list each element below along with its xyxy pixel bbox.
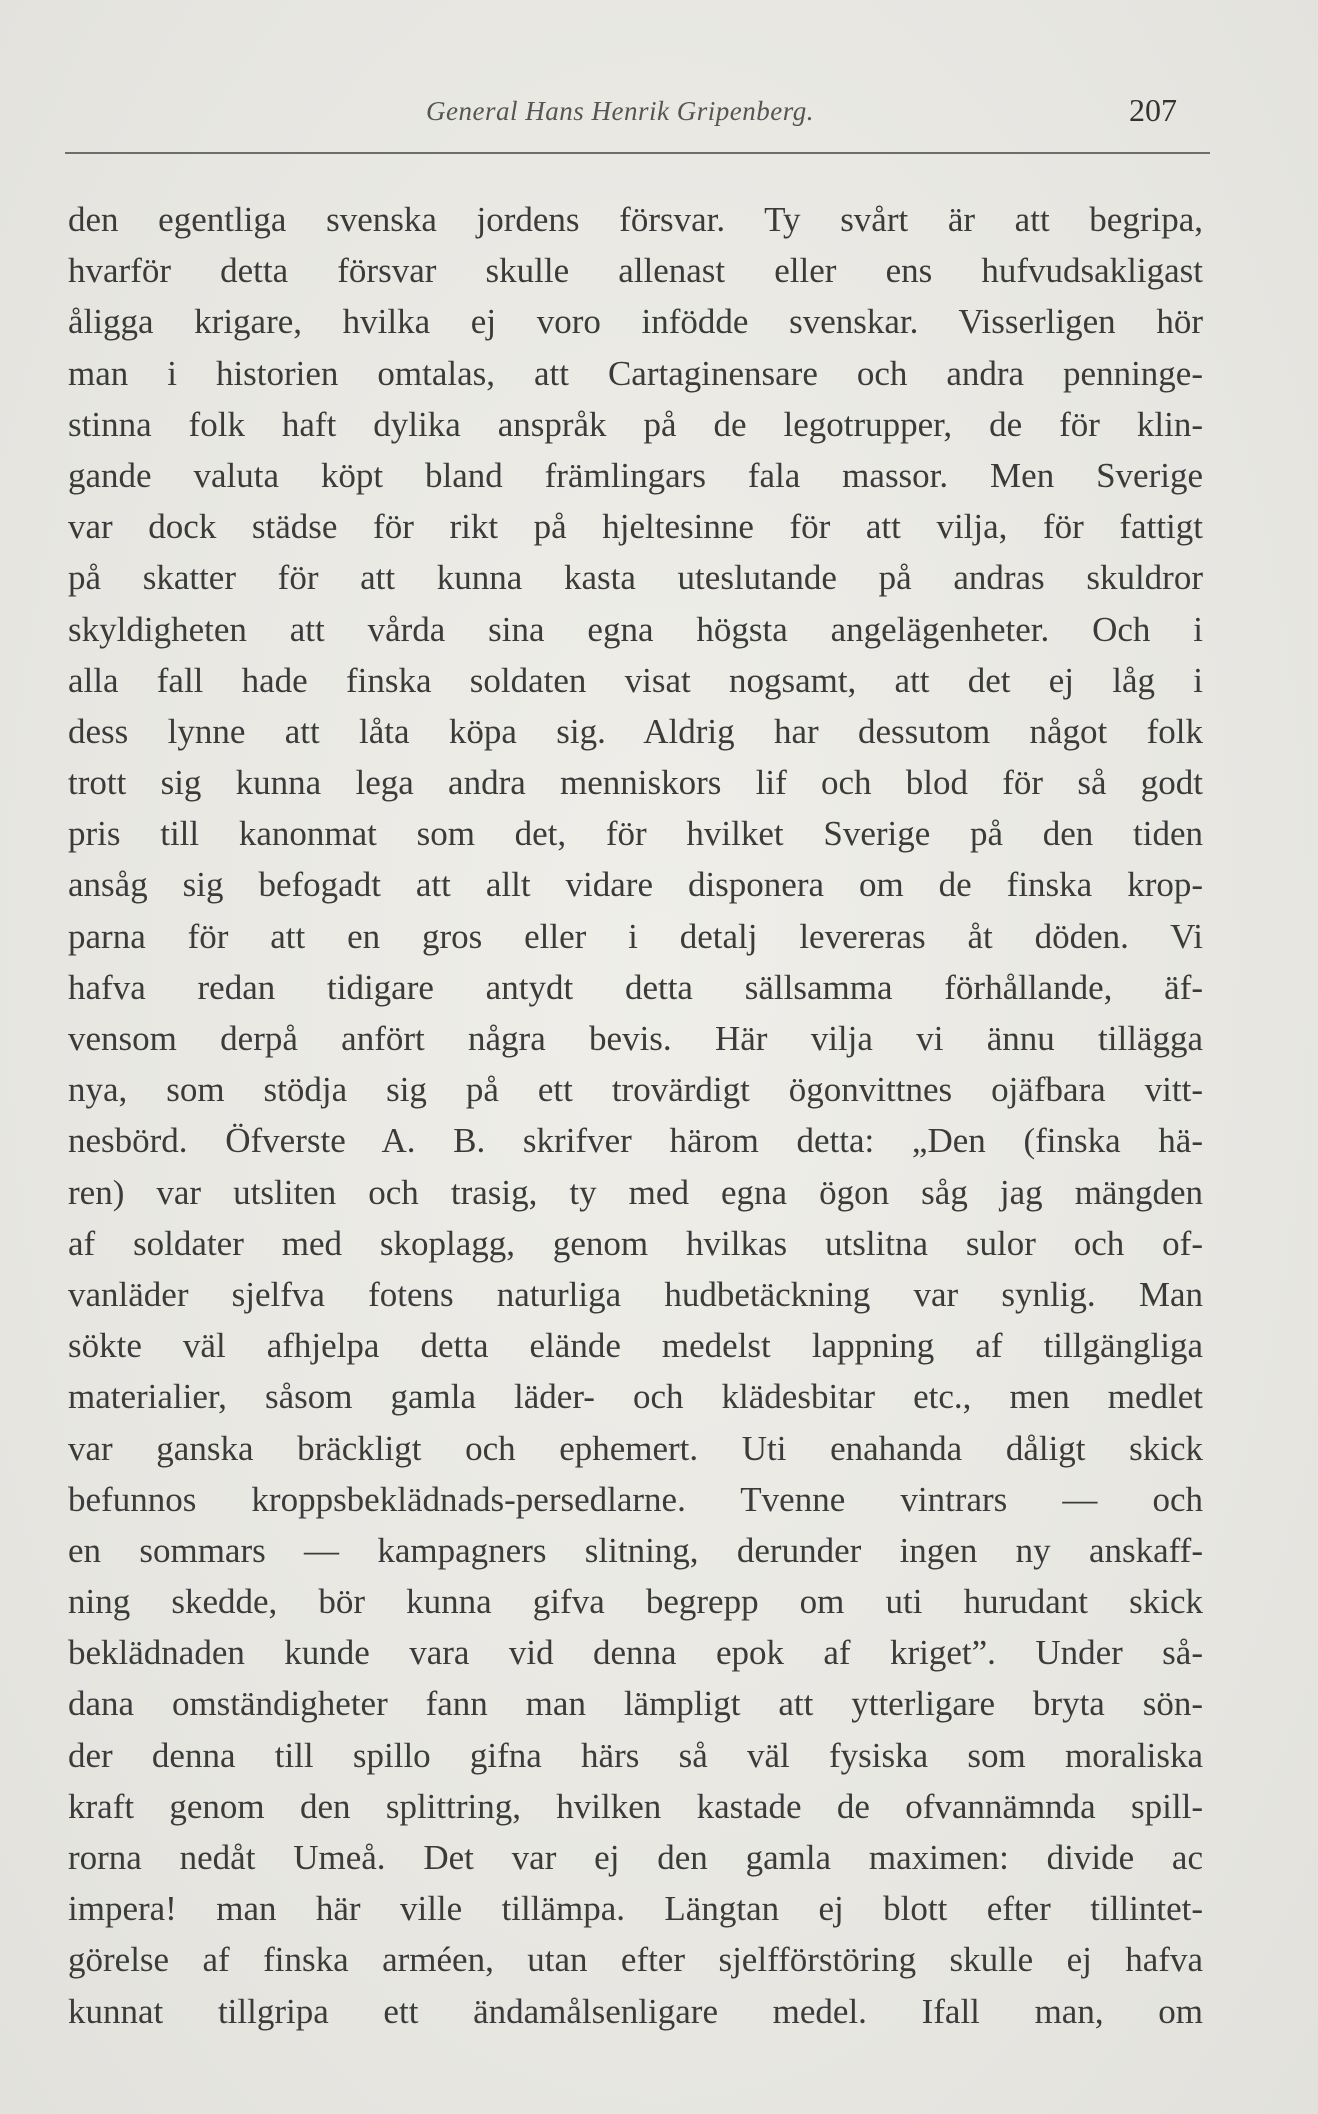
text-line: rorna nedåt Umeå. Det var ej den gamla maximen: divide ac bbox=[68, 1838, 1203, 1877]
text-line: der denna till spillo gifna härs så väl fysiska som moraliska bbox=[68, 1735, 1203, 1775]
text-line: materialier, såsom gamla läder- och klädesbitar etc., men medlet bbox=[68, 1377, 1203, 1417]
text-line: stinna folk haft dylika anspråk på de legotrupper, de för klin- bbox=[68, 404, 1203, 444]
running-head bbox=[65, 92, 1175, 132]
text-line: vanläder sjelfva fotens naturliga hudbetäckning var synlig. Man bbox=[68, 1274, 1203, 1314]
text-line: hafva redan tidigare antydt detta sällsamma förhållande, äf- bbox=[68, 967, 1203, 1007]
text-line: kunnat tillgripa ett ändamålsenligare medel. Ifall man, om bbox=[68, 1991, 1203, 2031]
text-line: beklädnaden kunde vara vid denna epok af kriget”. Under så- bbox=[68, 1633, 1203, 1673]
text-line: åligga krigare, hvilka ej voro infödde svenskar. Visserligen hör bbox=[68, 302, 1203, 342]
text-line: befunnos kroppsbeklädnads-persedlarne. Tvenne vintrars — och bbox=[68, 1479, 1203, 1519]
text-line: gande valuta köpt bland främlingars fala massor. Men Sverige bbox=[68, 455, 1203, 495]
running-title: General Hans Henrik Gripenberg. bbox=[426, 96, 814, 126]
text-line: nesbörd. Öfverste A. B. skrifver härom detta: „Den (finska hä- bbox=[68, 1121, 1203, 1161]
body-text bbox=[68, 194, 1203, 2037]
text-line: impera! man här ville tillämpa. Längtan ej blott efter tillintet- bbox=[68, 1889, 1203, 1929]
text-line: nya, som stödja sig på ett trovärdigt ögonvittnes ojäfbara vitt- bbox=[68, 1070, 1203, 1110]
text-line: hvarför detta försvar skulle allenast eller ens hufvudsakligast bbox=[68, 251, 1203, 291]
header-rule bbox=[65, 152, 1210, 154]
text-line: den egentliga svenska jordens försvar. Ty svårt är att begripa, bbox=[68, 200, 1203, 239]
text-line: pris till kanonmat som det, för hvilket Sverige på den tiden bbox=[68, 814, 1203, 854]
text-line: sökte väl afhjelpa detta elände medelst lappning af tillgängliga bbox=[68, 1326, 1203, 1366]
text-line: trott sig kunna lega andra menniskors lif och blod för så godt bbox=[68, 763, 1203, 803]
text-line: kraft genom den splittring, hvilken kastade de ofvannämnda spill- bbox=[68, 1786, 1203, 1826]
text-line: dana omständigheter fann man lämpligt att ytterligare bryta sön- bbox=[68, 1684, 1203, 1724]
text-line: dess lynne att låta köpa sig. Aldrig har dessutom något folk bbox=[68, 711, 1203, 751]
text-line: skyldigheten att vårda sina egna högsta angelägenheter. Och i bbox=[68, 609, 1203, 649]
text-line: ning skedde, bör kunna gifva begrepp om uti hurudant skick bbox=[68, 1582, 1203, 1622]
text-line: en sommars — kampagners slitning, derunder ingen ny anskaff- bbox=[68, 1530, 1203, 1570]
text-line: var dock städse för rikt på hjeltesinne för att vilja, för fattigt bbox=[68, 507, 1203, 547]
page-number: 207 bbox=[1129, 92, 1177, 128]
text-line: ansåg sig befogadt att allt vidare disponera om de finska krop- bbox=[68, 865, 1203, 905]
text-line: vensom derpå anfört några bevis. Här vilja vi ännu tillägga bbox=[68, 1019, 1203, 1058]
text-line: ren) var utsliten och trasig, ty med egna ögon såg jag mängden bbox=[68, 1172, 1203, 1212]
text-line: på skatter för att kunna kasta uteslutande på andras skuldror bbox=[68, 558, 1203, 598]
text-line: parna för att en gros eller i detalj levereras åt döden. Vi bbox=[68, 916, 1203, 956]
text-line: man i historien omtalas, att Cartaginensare och andra penninge- bbox=[68, 353, 1203, 393]
text-line: var ganska bräckligt och ephemert. Uti enahanda dåligt skick bbox=[68, 1428, 1203, 1468]
text-line: alla fall hade finska soldaten visat nogsamt, att det ej låg i bbox=[68, 660, 1203, 700]
text-line: görelse af finska arméen, utan efter sjelfförstöring skulle ej hafva bbox=[68, 1940, 1203, 1980]
text-line: af soldater med skoplagg, genom hvilkas utslitna sulor och of- bbox=[68, 1223, 1203, 1263]
